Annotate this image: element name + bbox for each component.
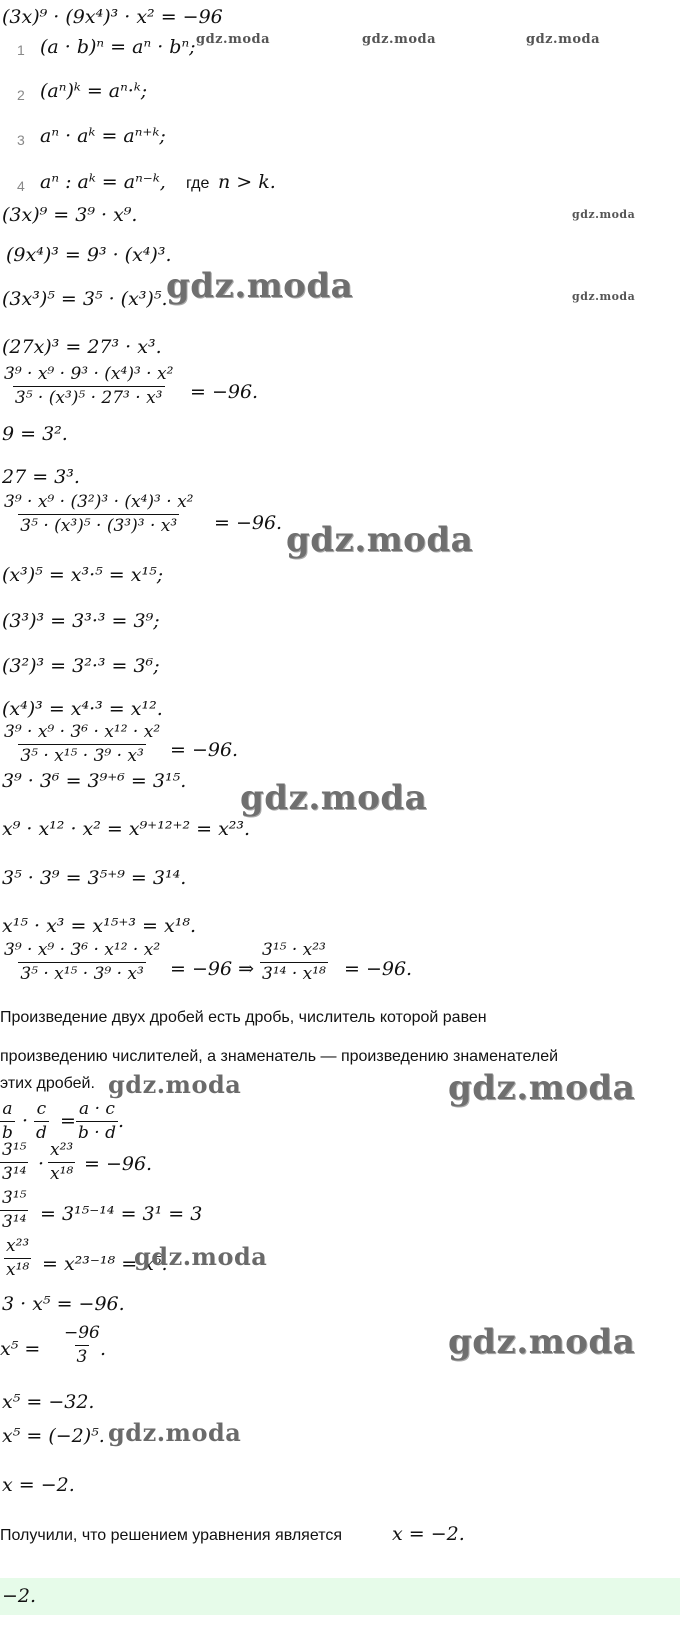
conclusion-math: x = −2.: [392, 1523, 465, 1545]
fraction: [2, 366, 175, 407]
equation-line: 27 = 3³.: [2, 466, 80, 488]
operator: .: [100, 1338, 107, 1360]
fraction-denominator: d: [36, 1123, 47, 1143]
fraction-numerator: a: [2, 1099, 13, 1119]
rule-4-condition: n > k.: [218, 171, 276, 193]
equation-line: (x³)⁵ = x³·⁵ = x¹⁵;: [2, 564, 164, 586]
fraction-denominator: 3⁵ · (x³)⁵ · (3³)³ · x³: [20, 516, 178, 536]
equation-line: 9 = 3².: [2, 423, 68, 445]
equation-rhs: = −96.: [84, 1153, 153, 1175]
watermark: gdz.moda: [572, 290, 636, 303]
equation-line: x¹⁵ · x³ = x¹⁵⁺³ = x¹⁸.: [2, 915, 196, 937]
fraction-denominator: x¹⁸: [50, 1164, 74, 1184]
watermark: gdz.moda: [196, 32, 271, 47]
fraction: [62, 1325, 102, 1366]
explanation-line: этих дробей.: [0, 1075, 95, 1092]
rule-number: 3: [17, 132, 25, 148]
equation-rhs: = −96.: [344, 958, 413, 980]
watermark: gdz.moda: [108, 1070, 242, 1099]
conclusion-text: Получили, что решением уравнения является: [0, 1527, 343, 1544]
equation-line: x = −2.: [2, 1474, 75, 1496]
fraction-denominator: b · d: [78, 1123, 116, 1143]
operator: ·: [22, 1110, 29, 1132]
watermark: gdz.moda: [286, 520, 474, 560]
fraction-numerator: x²³: [6, 1236, 30, 1256]
fraction-denominator: 3¹⁴: [2, 1212, 27, 1232]
operator: ·: [38, 1153, 45, 1175]
fraction: [260, 942, 328, 983]
fraction: [2, 942, 162, 983]
equation-rhs: = x²³⁻¹⁸ = x⁵.: [42, 1253, 168, 1275]
equation-line: (9x⁴)³ = 9³ · (x⁴)³.: [6, 244, 172, 266]
watermark: gdz.moda: [448, 1322, 636, 1362]
equation-line: 3⁹ · 3⁶ = 3⁹⁺⁶ = 3¹⁵.: [2, 770, 187, 792]
explanation-line: произведению числителей, а знаменатель — произведению знаменателей: [0, 1048, 559, 1065]
watermark: gdz.moda: [108, 1418, 242, 1447]
answer-box: [0, 1578, 680, 1615]
fraction-denominator: 3¹⁴: [2, 1164, 27, 1184]
fraction-denominator: x¹⁸: [6, 1260, 30, 1280]
fraction-numerator: −96: [64, 1323, 100, 1343]
operator: .: [118, 1110, 125, 1132]
rule-3: aⁿ · aᵏ = aⁿ⁺ᵏ;: [40, 125, 166, 147]
rule-4-word: где: [186, 175, 210, 192]
equation-line: (3²)³ = 3²·³ = 3⁶;: [2, 655, 160, 677]
equation-line: x⁹ · x¹² · x² = x⁹⁺¹²⁺² = x²³.: [2, 818, 251, 840]
fraction-numerator: c: [36, 1099, 47, 1119]
watermark: gdz.moda: [166, 266, 354, 306]
fraction-denominator: 3¹⁴ · x¹⁸: [262, 964, 326, 984]
equation-rhs: = −96.: [170, 739, 239, 761]
fraction: [0, 1101, 15, 1142]
fraction-numerator: a · c: [79, 1099, 115, 1119]
fraction: [48, 1142, 75, 1183]
fraction-numerator: x²³: [50, 1140, 74, 1160]
equation-rhs: = −96.: [190, 381, 259, 403]
equation-rhs: = 3¹⁵⁻¹⁴ = 3¹ = 3: [40, 1203, 203, 1225]
equation-line: (3x³)⁵ = 3⁵ · (x³)⁵.: [2, 288, 168, 310]
fraction-denominator: 3⁵ · x¹⁵ · 3⁹ · x³: [20, 746, 144, 766]
equation-rhs: = −96.: [214, 512, 283, 534]
equation-line: 3 · x⁵ = −96.: [2, 1293, 125, 1315]
rule-1: (a · b)ⁿ = aⁿ · bⁿ;: [40, 36, 196, 58]
watermark: gdz.moda: [448, 1068, 636, 1108]
watermark: gdz.moda: [134, 1242, 268, 1271]
fraction-numerator: 3⁹ · x⁹ · (3²)³ · (x⁴)³ · x²: [4, 492, 194, 512]
equation-line: x⁵ = −32.: [2, 1391, 95, 1413]
fraction: [2, 494, 195, 535]
answer-value: −2.: [2, 1585, 37, 1607]
fraction: [76, 1101, 118, 1142]
watermark: gdz.moda: [572, 208, 636, 221]
explanation-line: Произведение двух дробей есть дробь, числитель которой равен: [0, 1009, 487, 1026]
equation-line: (3x)⁹ · (9x⁴)³ · x² = −96: [2, 6, 223, 28]
equation-line: (27x)³ = 27³ · x³.: [2, 336, 162, 358]
rule-number: 2: [17, 87, 25, 103]
fraction-denominator: 3⁵ · x¹⁵ · 3⁹ · x³: [20, 964, 144, 984]
fraction: [4, 1238, 31, 1279]
fraction-denominator: 3⁵ · (x³)⁵ · 27³ · x³: [14, 388, 163, 408]
watermark: gdz.moda: [240, 778, 428, 818]
fraction-denominator: b: [2, 1123, 13, 1143]
rule-number: 4: [17, 178, 25, 194]
fraction-numerator: 3⁹ · x⁹ · 3⁶ · x¹² · x²: [4, 722, 161, 742]
equation-line: (3³)³ = 3³·³ = 3⁹;: [2, 610, 160, 632]
fraction-numerator: 3⁹ · x⁹ · 9³ · (x⁴)³ · x²: [4, 364, 174, 384]
watermark: gdz.moda: [526, 32, 601, 47]
fraction: [34, 1101, 49, 1142]
fraction-numerator: 3¹⁵: [2, 1140, 27, 1160]
equation-line: (x⁴)³ = x⁴·³ = x¹².: [2, 698, 163, 720]
rule-number: 1: [17, 42, 25, 58]
rule-2: (aⁿ)ᵏ = aⁿ·ᵏ;: [40, 80, 148, 102]
equation-line: 3⁵ · 3⁹ = 3⁵⁺⁹ = 3¹⁴.: [2, 867, 187, 889]
rule-4: aⁿ : aᵏ = aⁿ⁻ᵏ,: [40, 171, 166, 193]
fraction: [0, 1190, 28, 1231]
fraction-numerator: 3⁹ · x⁹ · 3⁶ · x¹² · x²: [4, 940, 161, 960]
equation-line: x⁵ = (−2)⁵.: [2, 1425, 105, 1447]
equation-rhs: = −96 ⇒: [170, 958, 255, 980]
fraction: [0, 1142, 28, 1183]
fraction-numerator: 3¹⁵: [2, 1188, 27, 1208]
equation-line: (3x)⁹ = 3⁹ · x⁹.: [2, 204, 138, 226]
equation-lhs: x⁵ =: [0, 1338, 41, 1360]
watermark: gdz.moda: [362, 32, 437, 47]
fraction-numerator: 3¹⁵ · x²³: [262, 940, 326, 960]
fraction-denominator: 3: [76, 1347, 88, 1367]
fraction: [2, 724, 162, 765]
operator: =: [60, 1110, 76, 1132]
